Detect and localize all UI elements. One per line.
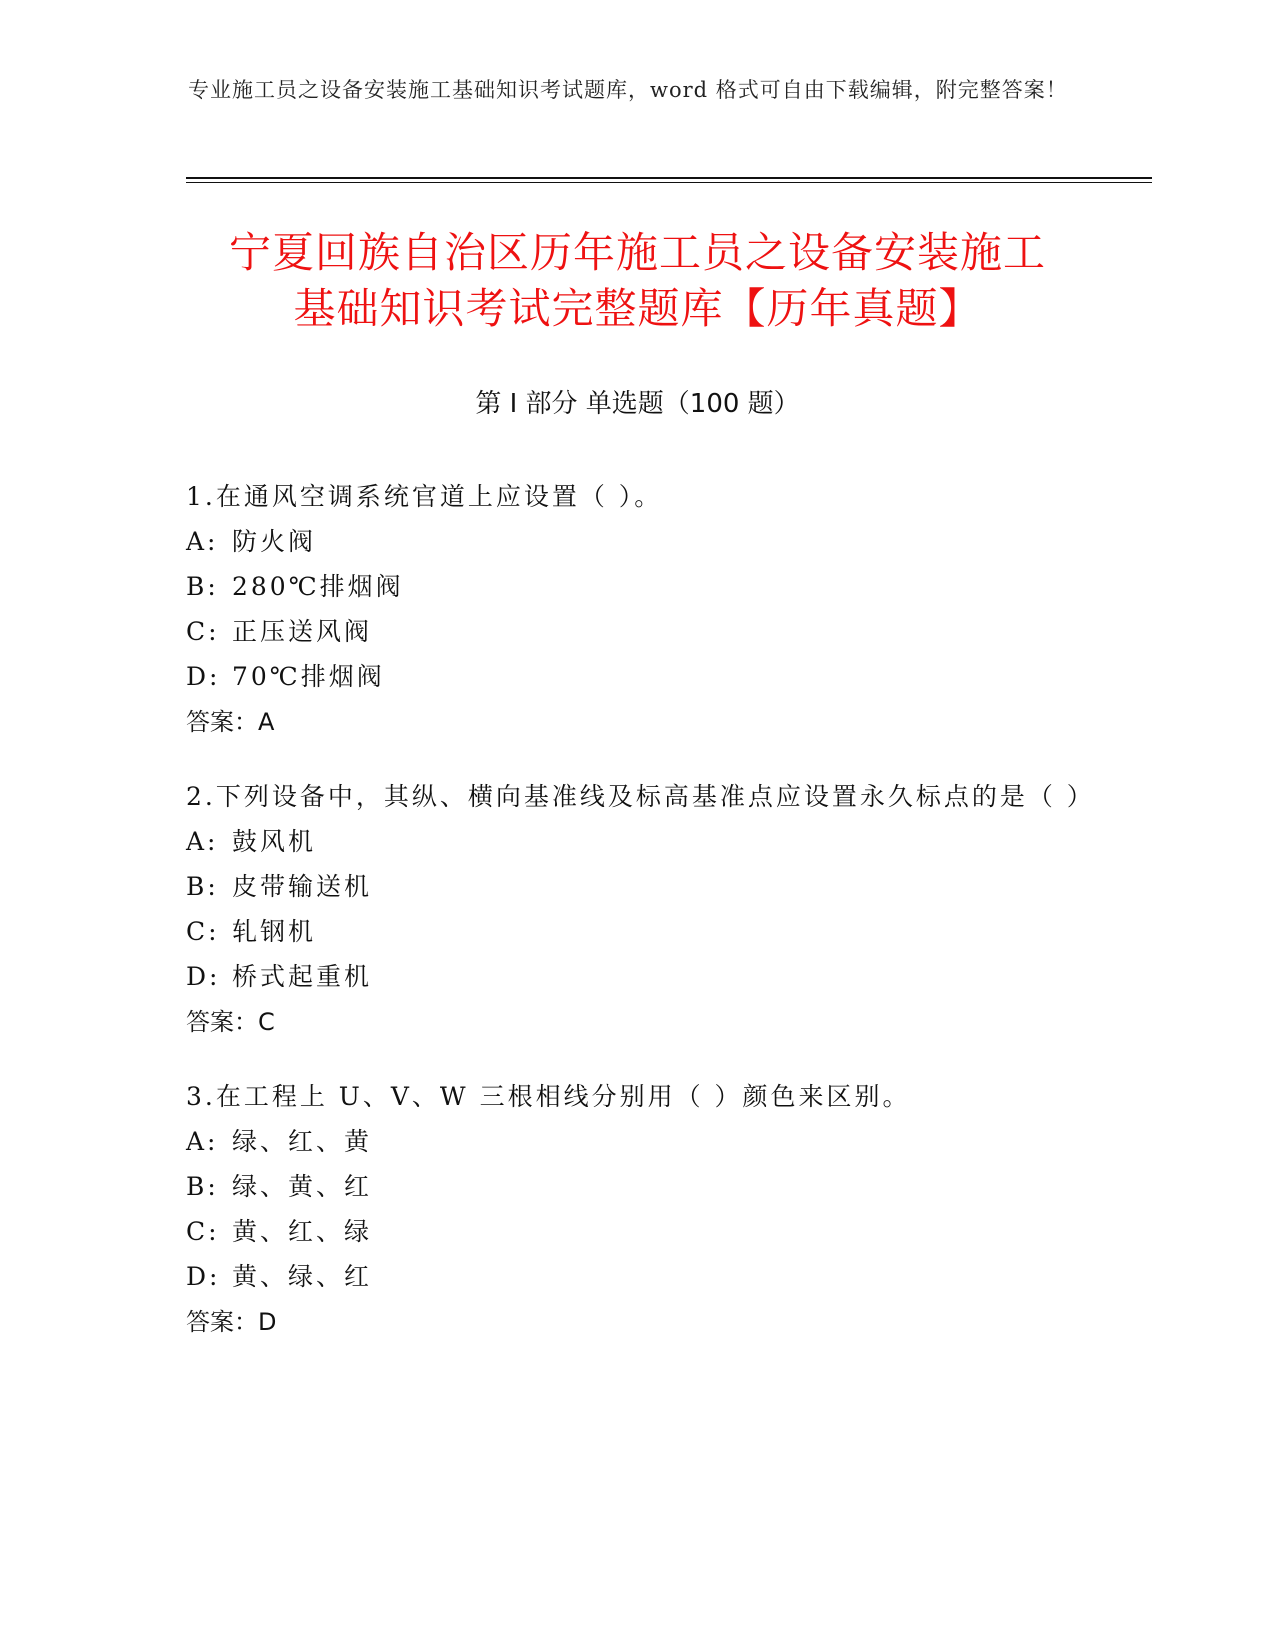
option-d bbox=[186, 654, 1086, 699]
option-letter: B: bbox=[186, 572, 219, 601]
document-title-line-2: 基础知识考试完整题库【历年真题】 bbox=[293, 284, 982, 333]
option-d bbox=[186, 1254, 1086, 1299]
question-stem: 3.在工程上 U、V、W 三根相线分别用（ ）颜色来区别。 bbox=[186, 1082, 911, 1111]
option-text: 黄、红、绿 bbox=[232, 1217, 373, 1246]
option-letter: A: bbox=[186, 527, 219, 556]
question-1 bbox=[186, 475, 1086, 745]
option-text: 桥式起重机 bbox=[232, 962, 373, 991]
option-letter: D: bbox=[186, 662, 221, 691]
option-text: 鼓风机 bbox=[232, 827, 317, 856]
option-letter: D: bbox=[186, 1262, 221, 1291]
answer-line: 答案：C bbox=[186, 1008, 275, 1036]
question-2 bbox=[186, 775, 1095, 1045]
option-c bbox=[186, 909, 1086, 954]
option-text: 防火阀 bbox=[232, 527, 317, 556]
question-3 bbox=[186, 1075, 1086, 1345]
question-stem: 1.在通风空调系统官道上应设置（ ）。 bbox=[186, 482, 663, 511]
option-text: 绿、黄、红 bbox=[232, 1172, 373, 1201]
header-divider-thick bbox=[186, 177, 1152, 179]
option-c bbox=[186, 1209, 1086, 1254]
option-letter: D: bbox=[186, 962, 221, 991]
header-note: 专业施工员之设备安装施工基础知识考试题库，word 格式可自由下载编辑，附完整答案！ bbox=[188, 78, 1068, 102]
option-b bbox=[186, 1164, 1086, 1209]
option-text: 70℃排烟阀 bbox=[232, 662, 385, 691]
option-letter: C: bbox=[186, 917, 220, 946]
option-letter: A: bbox=[186, 827, 219, 856]
document-title bbox=[150, 225, 1125, 337]
option-text: 正压送风阀 bbox=[232, 617, 373, 646]
option-text: 皮带输送机 bbox=[232, 872, 373, 901]
option-d bbox=[186, 954, 1086, 999]
option-text: 黄、绿、红 bbox=[232, 1262, 373, 1291]
answer-line: 答案：A bbox=[186, 708, 275, 736]
option-b bbox=[186, 864, 1086, 909]
option-a bbox=[186, 519, 1086, 564]
option-letter: C: bbox=[186, 1217, 220, 1246]
option-letter: B: bbox=[186, 1172, 219, 1201]
option-text: 绿、红、黄 bbox=[232, 1127, 373, 1156]
section-heading: 第 I 部分 单选题（100 题） bbox=[475, 389, 800, 419]
question-list bbox=[186, 475, 1095, 1375]
option-a bbox=[186, 819, 1086, 864]
option-text: 轧钢机 bbox=[232, 917, 317, 946]
option-letter: B: bbox=[186, 872, 219, 901]
header-divider-thin bbox=[186, 182, 1152, 183]
option-b bbox=[186, 564, 1086, 609]
option-a bbox=[186, 1119, 1086, 1164]
option-letter: C: bbox=[186, 617, 220, 646]
question-stem: 2.下列设备中，其纵、横向基准线及标高基准点应设置永久标点的是（ ） bbox=[186, 782, 1095, 811]
option-letter: A: bbox=[186, 1127, 219, 1156]
answer-line: 答案：D bbox=[186, 1308, 277, 1336]
document-title-line-1: 宁夏回族自治区历年施工员之设备安装施工 bbox=[228, 228, 1046, 277]
option-text: 280℃排烟阀 bbox=[232, 572, 404, 601]
option-c bbox=[186, 609, 1086, 654]
